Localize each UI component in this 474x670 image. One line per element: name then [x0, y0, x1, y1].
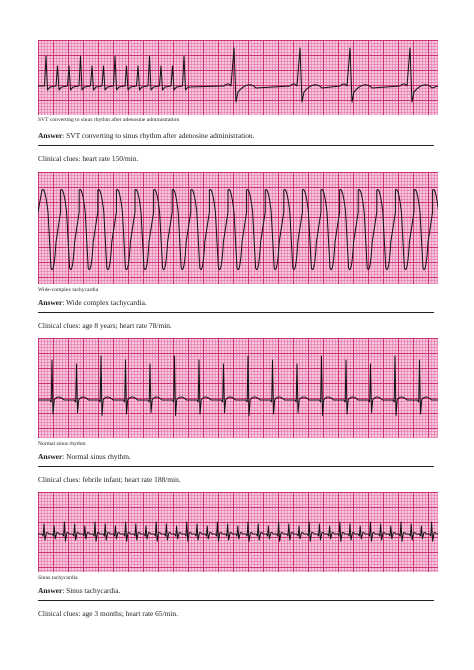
section-divider-1 [38, 145, 434, 146]
strip-caption-2: Wide-complex tachycardia [38, 287, 99, 293]
strip-caption-4: Sinus tachycardia [38, 575, 78, 581]
answer-text-2: : Wide complex tachycardia. [62, 298, 147, 307]
section-divider-4 [38, 600, 434, 601]
ecg-trace-4 [38, 492, 438, 572]
ecg-trace-3 [38, 338, 438, 438]
ecg-strip-2 [38, 172, 438, 284]
answer-text-4: : Sinus tachycardia. [62, 586, 121, 595]
answer-label: Answer [38, 131, 63, 140]
clinical-clue-4: Clinical clues: age 3 months; heart rate 65/min. [38, 609, 178, 618]
ecg-strip-1 [38, 40, 438, 115]
answer-text-3: : Normal sinus rhythm. [62, 452, 131, 461]
clinical-clue-1: Clinical clues: heart rate 150/min. [38, 154, 139, 163]
strip-caption-1: SVT converting to sinus rhythm after adenosine administration [38, 117, 180, 123]
clinical-clue-2: Clinical clues: age 8 years; heart rate 78/min. [38, 321, 172, 330]
section-divider-2 [38, 312, 434, 313]
answer-line-3 [38, 452, 131, 461]
answer-label: Answer [38, 586, 63, 595]
ecg-trace-1 [38, 40, 438, 115]
clinical-clue-3: Clinical clues: febrile infant; heart rate 188/min. [38, 475, 181, 484]
ecg-trace-2 [38, 172, 438, 284]
answer-text-1: : SVT converting to sinus rhythm after adenosine administration. [62, 131, 255, 140]
section-divider-3 [38, 466, 434, 467]
answer-label: Answer [38, 298, 63, 307]
ecg-strip-4 [38, 492, 438, 572]
ecg-waveform-1 [38, 48, 438, 102]
ecg-waveform-4 [38, 522, 438, 541]
answer-label: Answer [38, 452, 63, 461]
answer-line-4 [38, 586, 120, 595]
answer-line-2 [38, 298, 147, 307]
ecg-strip-3 [38, 338, 438, 438]
answer-line-1 [38, 131, 254, 140]
strip-caption-3: Normal sinus rhythm [38, 441, 86, 447]
ecg-waveform-3 [38, 356, 438, 415]
ecg-waveform-2 [38, 189, 438, 269]
